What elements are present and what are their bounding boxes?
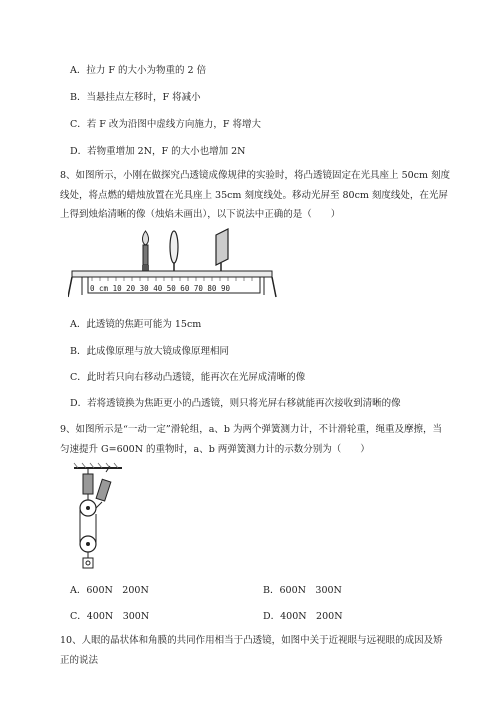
q8-option-d: D．若将透镜换为焦距更小的凸透镜，则只将光屏右移就能再次接收到清晰的像 [70,398,401,409]
bench-scale-labels: 0 cm 10 20 30 40 50 60 70 80 90 [90,284,230,293]
q9-option-d: D．400N 200N [263,611,343,622]
q7-option-b: B．当悬挂点左移时，F 将减小 [70,92,201,103]
q7-option-c: C．若 F 改为沿图中虚线方向施力，F 将增大 [70,119,262,130]
q9-option-b: B．600N 300N [263,585,342,596]
q8-option-a: A．此透镜的焦距可能为 15cm [70,319,202,330]
q9-stem: 9、如图所示是“一动一定”滑轮组，a、b 为两个弹簧测力计，不计滑轮重，绳重及摩擦，当匀速提升 G=600N 的重物时，a、b 两弹簧测力计的示数分别为（ ） [60,424,443,455]
q7-option-a: A．拉力 F 的大小为物重的 2 倍 [70,65,207,76]
q9-option-c: C．400N 300N [70,611,150,622]
q7-option-d: D．若物重增加 2N，F 的大小也增加 2N [70,146,246,157]
q8-option-c: C．此时若只向右移动凸透镜，能再次在光屏成清晰的像 [70,372,306,383]
q9-option-a: A．600N 200N [70,585,149,596]
q8-option-b: B．此成像原理与放大镜成像原理相同 [70,346,229,357]
pulley-system-figure [72,462,132,570]
q10-stem: 10、人眼的晶状体和角膜的共同作用相当于凸透镜，如图中关于近视眼与远视眼的成因及矫正的说法 [60,635,443,666]
q8-stem: 8、如图所示，小刚在做探究凸透镜成像规律的实验时，将凸透镜固定在光具座上 50cm 刻度线处，将点燃的蜡烛放置在光具座上 35cm 刻度线处。移动光屏至 80cm 刻度线处，在光屏上得到烛焰清晰的像（烛焰未画出），以下说法中正确的是（ ） [60,170,451,220]
optical-bench-figure [68,225,278,305]
